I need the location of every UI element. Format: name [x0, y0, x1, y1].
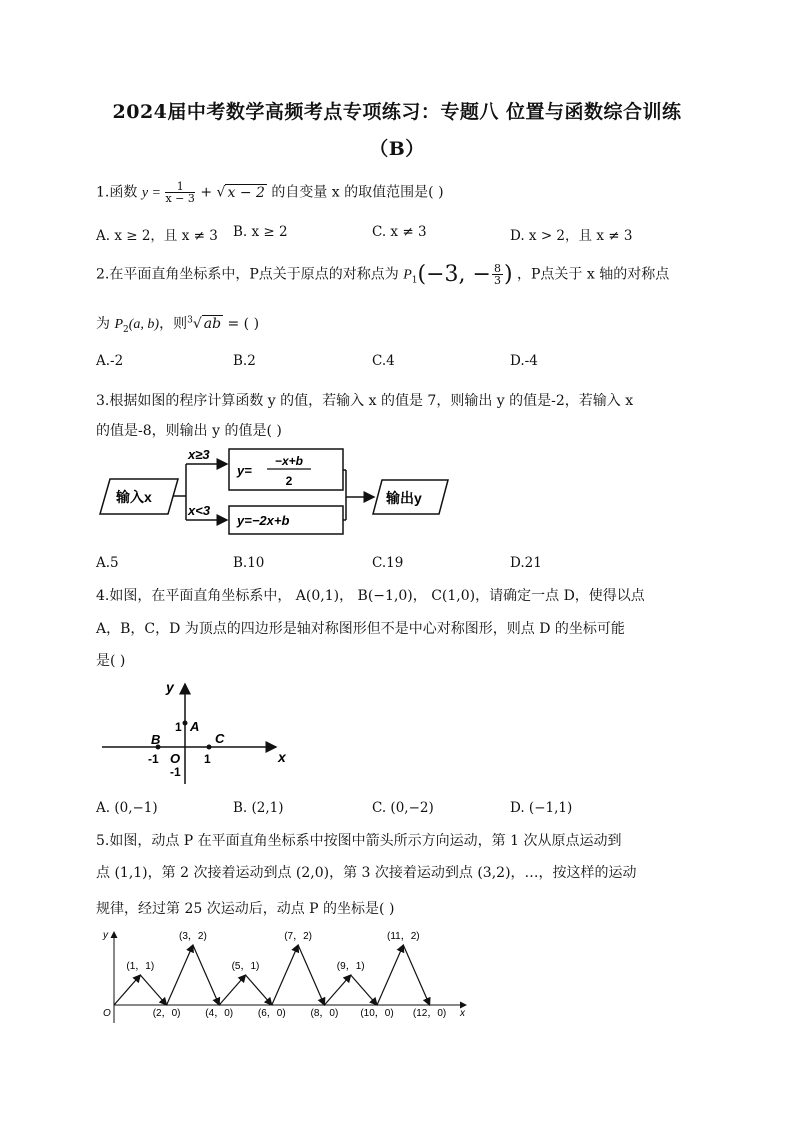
label-x-one: 1	[204, 752, 211, 766]
label-y-neg-one: -1	[170, 765, 181, 779]
label-origin: O	[170, 751, 181, 766]
q1-option-d[interactable]: D. x > 2，且 x ≠ 3	[510, 228, 633, 244]
formula-top-lhs: y=	[237, 463, 252, 478]
condition-top: x≥3	[188, 447, 210, 462]
q2-p2-sub: 2	[123, 324, 129, 335]
y-axis-label: y	[103, 930, 108, 941]
origin-label: O	[103, 1008, 111, 1019]
q1-radicand: x − 2	[227, 184, 265, 201]
q2-option-d[interactable]: D.-4	[510, 353, 538, 369]
condition-bottom: x<3	[188, 503, 211, 518]
label-x-neg-one: -1	[148, 752, 159, 766]
q4-option-b[interactable]: B. (2,1)	[233, 800, 284, 816]
point-label: (3，2)	[179, 931, 207, 942]
formula-top-den: 2	[285, 474, 293, 488]
motion-segment	[351, 975, 377, 1005]
q1-fraction	[165, 181, 194, 204]
point-label: (8，0)	[310, 1008, 339, 1019]
motion-segment	[193, 945, 219, 1005]
motion-segment	[298, 945, 324, 1005]
output-label: 输出y	[386, 490, 422, 506]
question-5-line-3: 规律，经过第 25 次运动后，动点 P 的坐标是( )	[96, 901, 395, 917]
label-y-one: 1	[175, 720, 182, 734]
q3-option-c[interactable]: C.19	[372, 555, 404, 571]
q2-p1-sub: 1	[411, 275, 418, 286]
question-4-line-2: A，B，C，D 为顶点的四边形是轴对称图形但不是中心对称图形，则点 D 的坐标可能	[96, 621, 625, 637]
program-flowchart	[96, 446, 456, 548]
q2-p1-num: 8	[493, 262, 501, 275]
coordinate-graph-q4	[100, 676, 290, 788]
question-4-line-1: 4.如图，在平面直角坐标系中， A(0,1)， B(−1,0)， C(1,0)，请确定一点 D，使得以点	[96, 588, 645, 604]
point-a	[183, 721, 188, 726]
q3-option-a[interactable]: A.5	[96, 555, 119, 571]
label-a: A	[190, 719, 200, 734]
point-label: (11，2)	[386, 931, 420, 942]
motion-segment	[114, 975, 140, 1005]
q2-p1-close: )	[503, 262, 513, 287]
q1-frac-num: 1	[165, 181, 194, 193]
motion-segment	[140, 975, 166, 1005]
q2-p2-coord: (a, b)	[128, 317, 160, 332]
q2-p1-open: (−3, −	[417, 262, 491, 287]
x-axis-label: x	[460, 1008, 465, 1019]
formula-bottom: y=−2x+b	[237, 513, 290, 528]
motion-segment	[219, 975, 245, 1005]
q2-radicand: ab	[203, 316, 222, 332]
point-label: (10，0)	[360, 1008, 394, 1019]
label-c: C	[215, 731, 225, 746]
motion-segment	[167, 945, 193, 1005]
question-1: 1.函数 y = $\frac{1}{x - 3}$ + √ x − 2 的自变量 x 的取值范围是( )	[96, 180, 444, 205]
point-label: (5，1)	[231, 961, 260, 972]
motion-segment	[377, 945, 403, 1005]
q1-lhs: y =	[141, 185, 165, 201]
q2-text-e: = ( )	[223, 316, 260, 332]
point-label: (6，0)	[257, 1008, 286, 1019]
q1-plus: +	[200, 184, 217, 201]
point-label: (9，1)	[336, 961, 365, 972]
motion-path-graph	[98, 927, 474, 1025]
motion-path	[114, 931, 446, 1019]
q2-text-c: 为	[96, 316, 110, 332]
question-4-line-3: 是( )	[96, 653, 126, 669]
q2-p1: P	[403, 267, 412, 283]
q2-text-b: ，P点关于 x 轴的对称点	[517, 266, 670, 283]
q1-option-b[interactable]: B. x ≥ 2	[233, 224, 288, 240]
q1-option-a[interactable]: A. x ≥ 2，且 x ≠ 3	[96, 228, 218, 244]
motion-segment	[324, 975, 350, 1005]
q2-option-a[interactable]: A.-2	[96, 353, 124, 369]
motion-segment	[272, 945, 298, 1005]
q1-prefix: 1.函数	[96, 184, 138, 201]
y-axis-label: y	[166, 679, 174, 695]
x-axis-label: x	[278, 749, 286, 765]
q4-option-c[interactable]: C. (0,−2)	[372, 800, 434, 816]
q1-option-c[interactable]: C. x ≠ 3	[372, 224, 427, 240]
q2-text-d: ，则	[159, 316, 188, 332]
formula-top-num: −x+b	[274, 454, 304, 468]
q1-suffix: 的自变量 x 的取值范围是( )	[271, 184, 444, 201]
page-title: 2024届中考数学高频考点专项练习：专题八 位置与函数综合训练	[112, 101, 682, 123]
point-label: (2，0)	[152, 1008, 181, 1019]
q2-p1-fraction	[492, 263, 503, 286]
page-subtitle: （B）	[369, 138, 425, 160]
q2-option-b[interactable]: B.2	[233, 353, 256, 369]
q4-option-a[interactable]: A. (0,−1)	[96, 800, 158, 816]
point-c	[207, 745, 212, 750]
point-label: (1，1)	[126, 961, 155, 972]
q3-option-d[interactable]: D.21	[510, 555, 542, 571]
motion-segment	[246, 975, 272, 1005]
q2-p2: P	[114, 317, 124, 332]
q2-p1-den: 3	[493, 274, 501, 287]
point-label: (7，2)	[284, 931, 312, 942]
question-2-line-1	[96, 262, 669, 287]
question-5-line-2: 点 (1,1)，第 2 次接着运动到点 (2,0)，第 3 次接着运动到点 (3,2)，…，按这样的运动	[96, 865, 637, 881]
point-label: (12，0)	[412, 1008, 447, 1019]
input-label: 输入x	[116, 489, 152, 505]
q2-option-c[interactable]: C.4	[372, 353, 395, 369]
point-label: (4，0)	[205, 1008, 234, 1019]
question-3-line-2: 的值是-8，则输出 y 的值是( )	[96, 423, 282, 439]
q4-option-d[interactable]: D. (−1,1)	[510, 800, 573, 816]
motion-segment	[403, 945, 429, 1005]
q2-root-index: 3	[187, 315, 193, 326]
label-b: B	[151, 732, 161, 747]
question-3-line-1: 3.根据如图的程序计算函数 y 的值，若输入 x 的值是 7，则输出 y 的值是-2，若输入 x	[96, 393, 634, 409]
question-2-line-2: 为 $P_2(a$, b)，则$^3$√ ab = ( )	[96, 315, 260, 335]
q3-option-b[interactable]: B.10	[233, 555, 265, 571]
question-5-line-1: 5.如图，动点 P 在平面直角坐标系中按图中箭头所示方向运动，第 1 次从原点运动到	[96, 833, 622, 849]
q1-frac-den: x − 3	[165, 192, 195, 205]
q2-text-a: 2.在平面直角坐标系中，P点关于原点的对称点为	[96, 266, 399, 283]
